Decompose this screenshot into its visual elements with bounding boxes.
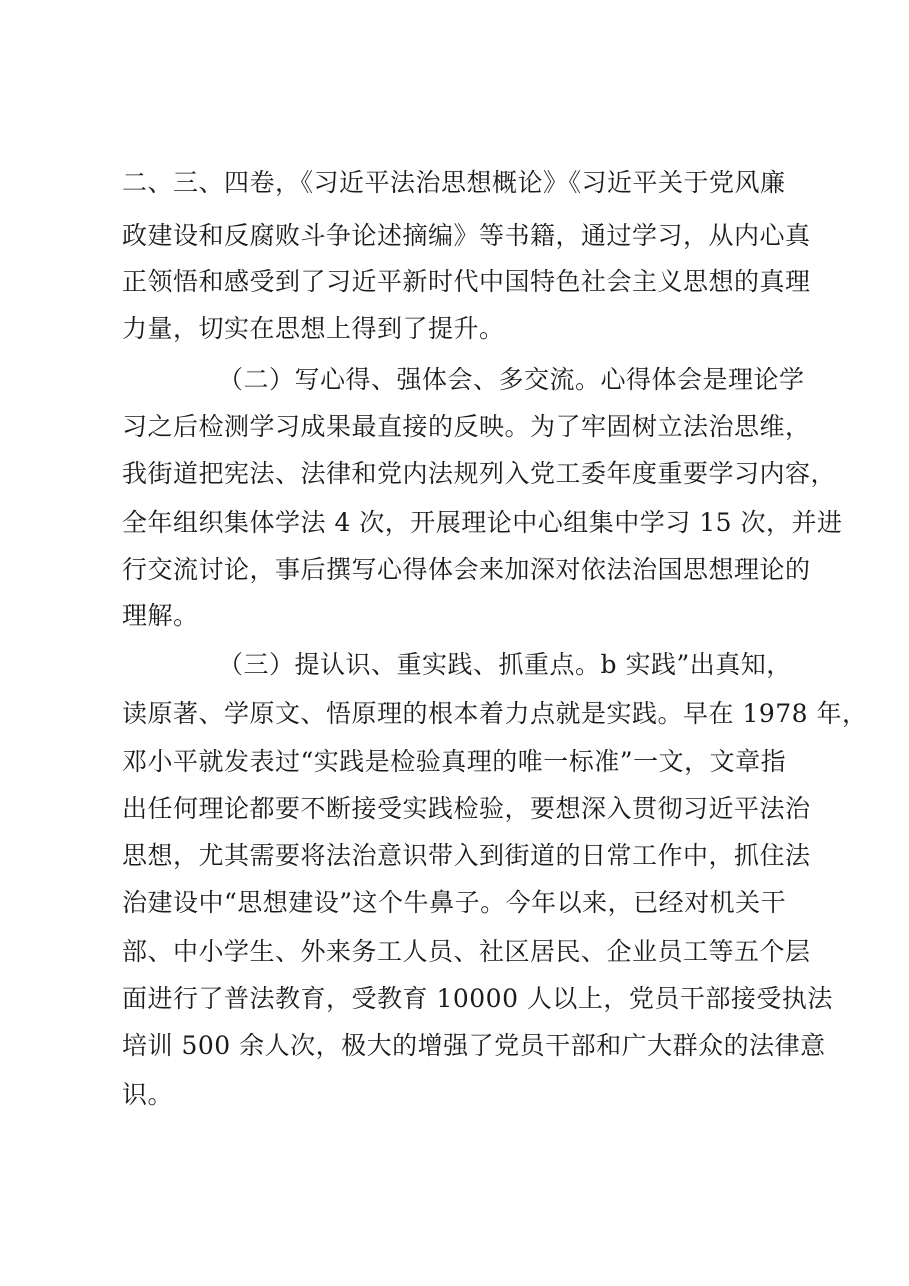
paragraph-3-line-5: 思想，尤其需要将法治意识带入到街道的日常工作中，抓住法 xyxy=(122,841,811,870)
paragraph-2-line-3: 我街道把宪法、法律和党内法规列入党工委年度重要学习内容， xyxy=(122,459,837,488)
paragraph-2-line-2: 习之后检测学习成果最直接的反映。为了牢固树立法治思维， xyxy=(122,412,811,441)
paragraph-3-line-6: 治建设中“思想建设”这个牛鼻子。今年以来，已经对机关干 xyxy=(122,888,787,917)
paragraph-3-line-1: （三）提认识、重实践、抓重点。b 实践”出真知， xyxy=(218,650,792,679)
paragraph-3-line-4: 出任何理论都要不断接受实践检验，要想深入贯彻习近平法治 xyxy=(122,794,811,823)
paragraph-2-line-6: 理解。 xyxy=(122,601,199,630)
paragraph-3-line-9: 培训 500 余人次，极大的增强了党员干部和广大群众的法律意 xyxy=(122,1031,826,1060)
paragraph-1-line-1: 二、三、四卷，《习近平法治思想概论》《习近平关于党风廉 xyxy=(122,168,786,197)
paragraph-3-line-8: 面进行了普法教育，受教育 10000 人以上，党员干部接受执法 xyxy=(122,984,833,1013)
paragraph-1-line-4: 力量，切实在思想上得到了提升。 xyxy=(122,314,505,343)
paragraph-3-line-2: 读原著、学原文、悟原理的根本着力点就是实践。早在 1978 年， xyxy=(122,699,868,728)
paragraph-3-line-7: 部、中小学生、外来务工人员、社区居民、企业员工等五个层 xyxy=(122,937,811,966)
paragraph-3-line-3: 邓小平就发表过“实践是检验真理的唯一标准”一文，文章指 xyxy=(122,747,787,776)
paragraph-2-line-4: 全年组织集体学法 4 次，开展理论中心组集中学习 15 次，并进 xyxy=(122,508,843,537)
paragraph-1-line-2: 政建设和反腐败斗争论述摘编》等书籍，通过学习，从内心真 xyxy=(122,221,811,250)
paragraph-1-line-3: 正领悟和感受到了习近平新时代中国特色社会主义思想的真理 xyxy=(122,267,811,296)
paragraph-3-line-10: 识。 xyxy=(122,1080,174,1109)
paragraph-2-line-5: 行交流讨论，事后撰写心得体会来加深对依法治国思想理论的 xyxy=(122,555,811,584)
paragraph-2-line-1: （二）写心得、强体会、多交流。心得体会是理论学 xyxy=(218,365,805,394)
